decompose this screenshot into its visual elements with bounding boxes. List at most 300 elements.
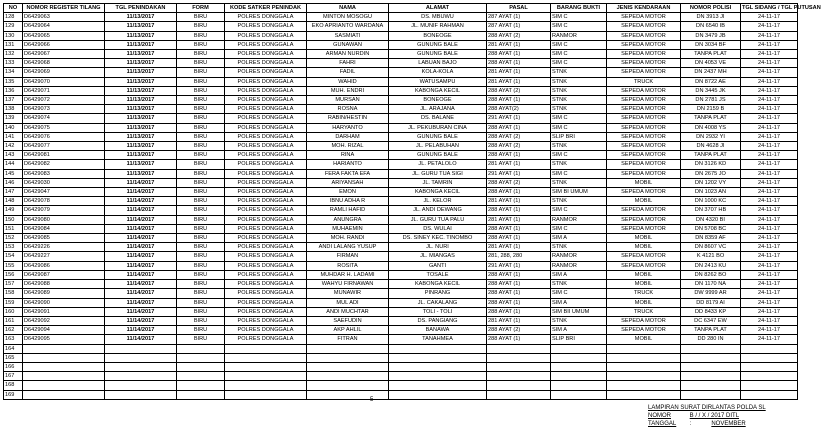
table-cell: D6429227: [23, 252, 105, 261]
table-cell: BIRU: [177, 13, 225, 22]
table-row: [4, 114, 798, 123]
table-cell: SIM C: [551, 224, 607, 233]
table-cell: [23, 344, 105, 353]
table-cell: 169: [4, 390, 23, 399]
table-cell: 168: [4, 381, 23, 390]
table-cell: 11/13/2017: [105, 68, 177, 77]
table-cell: BIRU: [177, 68, 225, 77]
footer-nomor-value: B / / X / 2017 DITL: [689, 413, 740, 419]
table-cell: 11/14/2017: [105, 178, 177, 187]
table-cell: D6429087: [23, 270, 105, 279]
table-cell: BIRU: [177, 197, 225, 206]
table-row: [4, 215, 798, 224]
table-cell: 288 AYAT (2): [487, 178, 551, 187]
table-cell: POLRES DONGGALA: [225, 252, 307, 261]
table-cell: D6429063: [23, 13, 105, 22]
table-cell: [487, 390, 551, 399]
table-row: [4, 224, 798, 233]
table-cell: KABONGA KECIL: [389, 188, 487, 197]
table-cell: [487, 362, 551, 371]
table-cell: BIRU: [177, 270, 225, 279]
table-cell: 24-11-17: [741, 123, 798, 132]
table-cell: SIM C: [551, 13, 607, 22]
table-cell: KABONGA KECIL: [389, 86, 487, 95]
table-cell: POLRES DONGGALA: [225, 243, 307, 252]
table-cell: 24-11-17: [741, 86, 798, 95]
table-cell: STNK: [551, 105, 607, 114]
table-cell: BIRU: [177, 252, 225, 261]
table-cell: 167: [4, 372, 23, 381]
table-cell: D6429091: [23, 307, 105, 316]
table-cell: 287 AYAT (1): [487, 22, 551, 31]
table-cell: JL. TAMRIN: [389, 178, 487, 187]
table-cell: GUNAWAN: [307, 40, 389, 49]
table-cell: RANMOR: [551, 252, 607, 261]
table-cell: BIRU: [177, 40, 225, 49]
table-cell: SEPEDA MOTOR: [607, 224, 681, 233]
table-cell: 11/13/2017: [105, 105, 177, 114]
table-cell: DN 8262 BO: [681, 270, 741, 279]
table-cell: D6429070: [23, 77, 105, 86]
table-cell: 281 AYAT (1): [487, 215, 551, 224]
table-cell: D6429079: [23, 206, 105, 215]
table-cell: 281 AYAT (1): [487, 40, 551, 49]
table-cell: BIRU: [177, 77, 225, 86]
table-cell: 288 AYAT (1): [487, 289, 551, 298]
table-cell: 11/13/2017: [105, 13, 177, 22]
table-cell: SEPEDA MOTOR: [607, 31, 681, 40]
table-cell: SIM C: [551, 151, 607, 160]
table-cell: 24-11-17: [741, 224, 798, 233]
table-cell: 24-11-17: [741, 270, 798, 279]
table-cell: BIRU: [177, 234, 225, 243]
table-cell: DN 3034 BF: [681, 40, 741, 49]
table-cell: 24-11-17: [741, 335, 798, 344]
table-cell: STNK: [551, 96, 607, 105]
table-cell: DC 6347 EW: [681, 316, 741, 325]
table-cell: POLRES DONGGALA: [225, 188, 307, 197]
table-cell: HARYANTO: [307, 123, 389, 132]
table-row: [4, 22, 798, 31]
table-cell: [741, 390, 798, 399]
table-cell: GUNUNG BALE: [389, 151, 487, 160]
table-cell: [681, 372, 741, 381]
table-cell: 11/13/2017: [105, 77, 177, 86]
table-cell: 159: [4, 298, 23, 307]
table-cell: DN 6540 IB: [681, 22, 741, 31]
table-cell: BIRU: [177, 96, 225, 105]
table-cell: BIRU: [177, 289, 225, 298]
table-body: [4, 13, 798, 400]
table-cell: 281 AYAT (1): [487, 68, 551, 77]
table-cell: 288 AYAT (1): [487, 224, 551, 233]
table-cell: 288 AYAT (2): [487, 132, 551, 141]
table-cell: MOBIL: [607, 178, 681, 187]
table-cell: POLRES DONGGALA: [225, 50, 307, 59]
table-cell: 281 AYAT (1): [487, 197, 551, 206]
table-row: [4, 243, 798, 252]
table-cell: DN 2781 JS: [681, 96, 741, 105]
table-cell: 11/13/2017: [105, 114, 177, 123]
table-cell: 24-11-17: [741, 114, 798, 123]
table-cell: D6429073: [23, 105, 105, 114]
table-cell: 147: [4, 188, 23, 197]
table-cell: DN 2932 YI: [681, 132, 741, 141]
table-cell: 288 AYAT (1): [487, 188, 551, 197]
table-row: [4, 96, 798, 105]
table-cell: D6429095: [23, 335, 105, 344]
table-row: [4, 123, 798, 132]
table-cell: MUL ADI: [307, 298, 389, 307]
table-cell: [741, 372, 798, 381]
table-cell: [681, 390, 741, 399]
table-cell: BIRU: [177, 160, 225, 169]
table-cell: 288 AYAT (1): [487, 298, 551, 307]
table-cell: POLRES DONGGALA: [225, 316, 307, 325]
table-cell: SIM C: [551, 123, 607, 132]
table-cell: SEPEDA MOTOR: [607, 160, 681, 169]
table-cell: [389, 390, 487, 399]
table-cell: MOBIL: [607, 243, 681, 252]
table-cell: [225, 381, 307, 390]
table-cell: BIRU: [177, 188, 225, 197]
table-cell: SIM C: [551, 169, 607, 178]
table-cell: FERA FAKTA EFA: [307, 169, 389, 178]
table-cell: [551, 390, 607, 399]
table-row: [4, 68, 798, 77]
table-cell: POLRES DONGGALA: [225, 197, 307, 206]
table-cell: 291 AYAT (1): [487, 261, 551, 270]
table-cell: BIRU: [177, 178, 225, 187]
table-row: [4, 13, 798, 22]
table-cell: [225, 353, 307, 362]
table-cell: [177, 362, 225, 371]
table-row: [4, 77, 798, 86]
table-cell: TANPA PLAT: [681, 151, 741, 160]
table-cell: BIRU: [177, 316, 225, 325]
table-cell: BIRU: [177, 335, 225, 344]
table-cell: DN 2159 B: [681, 105, 741, 114]
table-cell: MOH. RANDI: [307, 234, 389, 243]
table-cell: [23, 362, 105, 371]
table-cell: SIM C: [551, 40, 607, 49]
table-cell: D6429226: [23, 243, 105, 252]
table-cell: 164: [4, 344, 23, 353]
table-cell: SIM A: [551, 270, 607, 279]
table-cell: SEPEDA MOTOR: [607, 326, 681, 335]
table-cell: TRUCK: [607, 289, 681, 298]
table-cell: STNK: [551, 243, 607, 252]
table-cell: 11/14/2017: [105, 261, 177, 270]
table-cell: SEPEDA MOTOR: [607, 114, 681, 123]
table-cell: [307, 390, 389, 399]
table-cell: MUH. ENDRI: [307, 86, 389, 95]
table-cell: BIRU: [177, 123, 225, 132]
table-cell: TOSALE: [389, 270, 487, 279]
table-cell: HARIANTO: [307, 160, 389, 169]
table-cell: [105, 372, 177, 381]
table-row: [4, 335, 798, 344]
table-cell: 288 AYAT (1): [487, 151, 551, 160]
footer-tanggal-value: NOVEMBER: [711, 421, 746, 427]
table-cell: [225, 362, 307, 371]
table-cell: 24-11-17: [741, 280, 798, 289]
table-cell: MUHDAR H. LADAMI: [307, 270, 389, 279]
table-cell: GUNUNG BALE: [389, 50, 487, 59]
table-cell: [389, 344, 487, 353]
table-cell: 24-11-17: [741, 289, 798, 298]
table-cell: [177, 390, 225, 399]
table-row: [4, 381, 798, 390]
column-header: JENIS KENDARAAN: [607, 4, 681, 13]
footer-tanggal-sep: :: [689, 421, 692, 427]
table-cell: POLRES DONGGALA: [225, 326, 307, 335]
table-cell: 281 AYAT (1): [487, 77, 551, 86]
table-cell: BIRU: [177, 215, 225, 224]
table-cell: 11/14/2017: [105, 289, 177, 298]
table-cell: 165: [4, 353, 23, 362]
table-cell: 11/13/2017: [105, 151, 177, 160]
table-cell: DN 3479 JB: [681, 31, 741, 40]
table-cell: [389, 372, 487, 381]
table-row: [4, 372, 798, 381]
table-cell: 157: [4, 280, 23, 289]
table-cell: FADIL: [307, 68, 389, 77]
table-cell: BIRU: [177, 22, 225, 31]
table-cell: 150: [4, 215, 23, 224]
table-cell: 11/13/2017: [105, 86, 177, 95]
table-cell: 288 AYAT (2): [487, 31, 551, 40]
tilang-table: [3, 3, 821, 400]
table-cell: D6429075: [23, 123, 105, 132]
table-cell: ARIYANSAH: [307, 178, 389, 187]
table-cell: SEPEDA MOTOR: [607, 206, 681, 215]
table-cell: [389, 381, 487, 390]
table-cell: 24-11-17: [741, 151, 798, 160]
table-cell: SEPEDA MOTOR: [607, 151, 681, 160]
table-cell: BIRU: [177, 59, 225, 68]
table-cell: 11/14/2017: [105, 335, 177, 344]
table-cell: D6429072: [23, 96, 105, 105]
table-cell: 288 AYAT (1): [487, 335, 551, 344]
table-row: [4, 40, 798, 49]
table-cell: BIRU: [177, 31, 225, 40]
table-row: [4, 307, 798, 316]
table-cell: 131: [4, 40, 23, 49]
table-cell: LABUAN BAJO: [389, 59, 487, 68]
table-cell: MOBIL: [607, 280, 681, 289]
table-cell: 137: [4, 96, 23, 105]
table-cell: [307, 344, 389, 353]
column-header: FORM: [177, 4, 225, 13]
table-cell: 130: [4, 31, 23, 40]
table-cell: SASMIATI: [307, 31, 389, 40]
table-cell: BIRU: [177, 298, 225, 307]
table-cell: JL. GURU TUA PALU: [389, 215, 487, 224]
table-cell: 11/14/2017: [105, 326, 177, 335]
table-cell: SIM C: [551, 59, 607, 68]
table-cell: TANPA PLAT: [681, 50, 741, 59]
table-cell: [681, 362, 741, 371]
table-cell: [551, 381, 607, 390]
table-cell: DS. PANGIANG: [389, 316, 487, 325]
table-cell: RANMOR: [551, 261, 607, 270]
table-cell: 155: [4, 261, 23, 270]
table-cell: RANMOR: [551, 215, 607, 224]
table-cell: ANDI LALANG YUSUP: [307, 243, 389, 252]
table-cell: [607, 390, 681, 399]
table-cell: JL. CAKALANG: [389, 298, 487, 307]
table-cell: DN 4008 YS: [681, 123, 741, 132]
table-cell: 24-11-17: [741, 307, 798, 316]
table-cell: 11/14/2017: [105, 224, 177, 233]
table-cell: MOBIL: [607, 197, 681, 206]
table-cell: 11/14/2017: [105, 252, 177, 261]
table-cell: [681, 353, 741, 362]
table-cell: 24-11-17: [741, 31, 798, 40]
column-header: TGL PENINDAKAN: [105, 4, 177, 13]
table-cell: [307, 372, 389, 381]
table-cell: STNK: [551, 68, 607, 77]
table-cell: STNK: [551, 86, 607, 95]
column-header: ALAMAT: [389, 4, 487, 13]
table-cell: TANPA PLAT: [681, 114, 741, 123]
table-cell: POLRES DONGGALA: [225, 160, 307, 169]
table-cell: DARHAM: [307, 132, 389, 141]
table-cell: DN 8722 AE: [681, 77, 741, 86]
table-cell: DN 4320 BI: [681, 215, 741, 224]
table-cell: D6429077: [23, 142, 105, 151]
table-cell: ANUNGRA: [307, 215, 389, 224]
table-cell: D6429078: [23, 197, 105, 206]
table-cell: KABONGA KECIL: [389, 280, 487, 289]
table-cell: [307, 381, 389, 390]
table-cell: D6429086: [23, 261, 105, 270]
table-row: [4, 50, 798, 59]
table-cell: [177, 344, 225, 353]
table-row: [4, 151, 798, 160]
table-cell: SEPEDA MOTOR: [607, 68, 681, 77]
table-cell: 11/13/2017: [105, 31, 177, 40]
table-cell: 144: [4, 160, 23, 169]
table-cell: D6429030: [23, 178, 105, 187]
table-cell: D6429065: [23, 31, 105, 40]
table-cell: 11/14/2017: [105, 188, 177, 197]
column-header: NOMOR REGISTER TILANG: [23, 4, 105, 13]
table-cell: 288 AYAT (1): [487, 280, 551, 289]
table-cell: 24-11-17: [741, 22, 798, 31]
table-cell: PINRANG: [389, 289, 487, 298]
table-cell: MOBIL: [607, 270, 681, 279]
table-row: [4, 169, 798, 178]
table-cell: BIRU: [177, 132, 225, 141]
table-cell: [487, 381, 551, 390]
table-cell: STNK: [551, 77, 607, 86]
table-cell: MOH. RIZAL: [307, 142, 389, 151]
table-cell: 24-11-17: [741, 326, 798, 335]
table-cell: ANDI MUCHTAR: [307, 307, 389, 316]
table-cell: SEPEDA MOTOR: [607, 132, 681, 141]
table-cell: 11/14/2017: [105, 234, 177, 243]
table-cell: SIM A: [551, 298, 607, 307]
table-row: [4, 362, 798, 371]
table-cell: 153: [4, 243, 23, 252]
table-cell: STNK: [551, 197, 607, 206]
table-cell: RINA: [307, 151, 389, 160]
table-row: [4, 280, 798, 289]
table-cell: TRUCK: [607, 77, 681, 86]
table-cell: JL. GURU TUA SIGI: [389, 169, 487, 178]
table-cell: 24-11-17: [741, 77, 798, 86]
table-cell: 288 AYAT (1): [487, 123, 551, 132]
table-cell: DN 4053 VE: [681, 59, 741, 68]
table-cell: 151: [4, 224, 23, 233]
table-cell: D6429066: [23, 40, 105, 49]
table-cell: [607, 344, 681, 353]
table-row: [4, 234, 798, 243]
table-cell: SIM C: [551, 50, 607, 59]
table-cell: POLRES DONGGALA: [225, 96, 307, 105]
table-cell: D6429085: [23, 234, 105, 243]
table-cell: GUNUNG BALE: [389, 132, 487, 141]
table-cell: [681, 344, 741, 353]
table-cell: [177, 372, 225, 381]
table-cell: [23, 381, 105, 390]
table-cell: [607, 362, 681, 371]
table-cell: 158: [4, 289, 23, 298]
table-cell: D6429067: [23, 50, 105, 59]
table-cell: D6429094: [23, 326, 105, 335]
table-cell: [225, 390, 307, 399]
table-cell: JL. PEKUBURAN CINA: [389, 123, 487, 132]
table-cell: SIM A: [551, 326, 607, 335]
table-row: [4, 298, 798, 307]
table-cell: 132: [4, 50, 23, 59]
table-cell: 139: [4, 114, 23, 123]
table-cell: 138: [4, 105, 23, 114]
table-cell: 24-11-17: [741, 50, 798, 59]
table-cell: 11/13/2017: [105, 22, 177, 31]
table-cell: 288 AYAT (2): [487, 86, 551, 95]
table-cell: POLRES DONGGALA: [225, 224, 307, 233]
table-cell: 288 AYAT (1): [487, 206, 551, 215]
table-cell: 288 AYAT (1): [487, 96, 551, 105]
table-cell: D6429080: [23, 215, 105, 224]
table-cell: D6429064: [23, 22, 105, 31]
table-cell: BIRU: [177, 280, 225, 289]
table-cell: 11/14/2017: [105, 270, 177, 279]
table-cell: 11/13/2017: [105, 132, 177, 141]
table-cell: BIRU: [177, 142, 225, 151]
table-cell: 133: [4, 59, 23, 68]
table-cell: MUNAWIR: [307, 289, 389, 298]
page-number: 5: [370, 397, 374, 403]
table-cell: DN 4628 JI: [681, 142, 741, 151]
table-cell: DN 3913 JI: [681, 13, 741, 22]
table-cell: RABIN/HESTIN: [307, 114, 389, 123]
table-cell: 11/14/2017: [105, 298, 177, 307]
table-cell: BONEOGE: [389, 31, 487, 40]
table-cell: D6429083: [23, 169, 105, 178]
table-cell: EMON: [307, 188, 389, 197]
table-cell: DN 2437 MH: [681, 68, 741, 77]
table-cell: DN 3445 JK: [681, 86, 741, 95]
table-cell: DD 280 IN: [681, 335, 741, 344]
footer-nomor-label: NOMOR: [648, 413, 671, 419]
table-row: [4, 289, 798, 298]
table-cell: POLRES DONGGALA: [225, 335, 307, 344]
table-cell: WATUSAMPU: [389, 77, 487, 86]
